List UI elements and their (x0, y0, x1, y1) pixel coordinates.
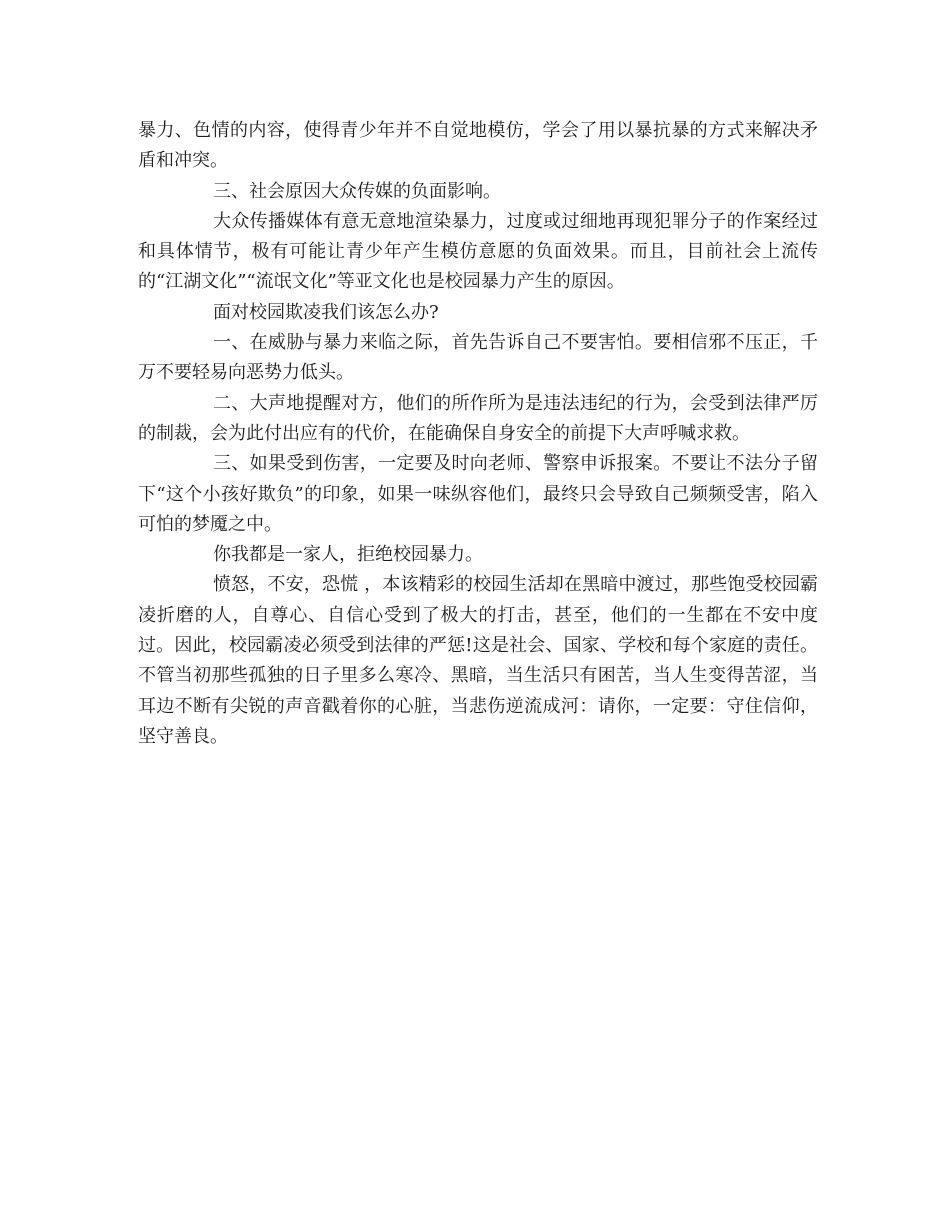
document-body (138, 116, 818, 752)
paragraph-advice-two: 二、大声地提醒对方，他们的所作所为是违法违纪的行为，会受到法律严厉的制裁，会为此付出应有的代价，在能确保自身安全的前提下大声呼喊求救。 (138, 392, 818, 444)
heading-reject-violence: 你我都是一家人，拒绝校园暴力。 (213, 544, 483, 566)
paragraph-conclusion: 愤怒，不安，恐慌 ，本该精彩的校园生活却在黑暗中渡过，那些饱受校园霸凌折磨的人，自尊心、自信心受到了极大的打击，甚至，他们的一生都在不安中度过。因此，校园霸凌必须受到法律的严惩!这是社会、国家、学校和每个家庭的责任。不管当初那些孤独的日子里多么寒冷、黑暗，当生活只有困苦，当人生变得苦涩，当耳边不断有尖锐的声音戳着你的心脏，当悲伤逆流成河：请你，一定要：守住信仰，坚守善良。 (138, 574, 818, 747)
paragraph-advice-three: 三、如果受到伤害，一定要及时向老师、警察申诉报案。不要让不法分子留下“这个小孩好欺负”的印象，如果一味纵容他们，最终只会导致自己频频受害，陷入可怕的梦魇之中。 (138, 453, 818, 535)
paragraph-violence-media-continuation: 暴力、色情的内容，使得青少年并不自觉地模仿，学会了用以暴抗暴的方式来解决矛盾和冲突。 (138, 120, 818, 172)
heading-what-to-do: 面对校园欺凌我们该怎么办? (213, 301, 439, 323)
paragraph-advice-one: 一、在威胁与暴力来临之际，首先告诉自己不要害怕。要相信邪不压正，千万不要轻易向恶势力低头。 (138, 332, 818, 384)
paragraph-mass-media: 大众传播媒体有意无意地渲染暴力，过度或过细地再现犯罪分子的作案经过和具体情节，极有可能让青少年产生模仿意愿的负面效果。而且，目前社会上流传的“江湖文化”“流氓文化”等亚文化也是校园暴力产生的原因。 (138, 210, 818, 293)
heading-social-causes: 三、社会原因大众传媒的负面影响。 (213, 180, 501, 202)
